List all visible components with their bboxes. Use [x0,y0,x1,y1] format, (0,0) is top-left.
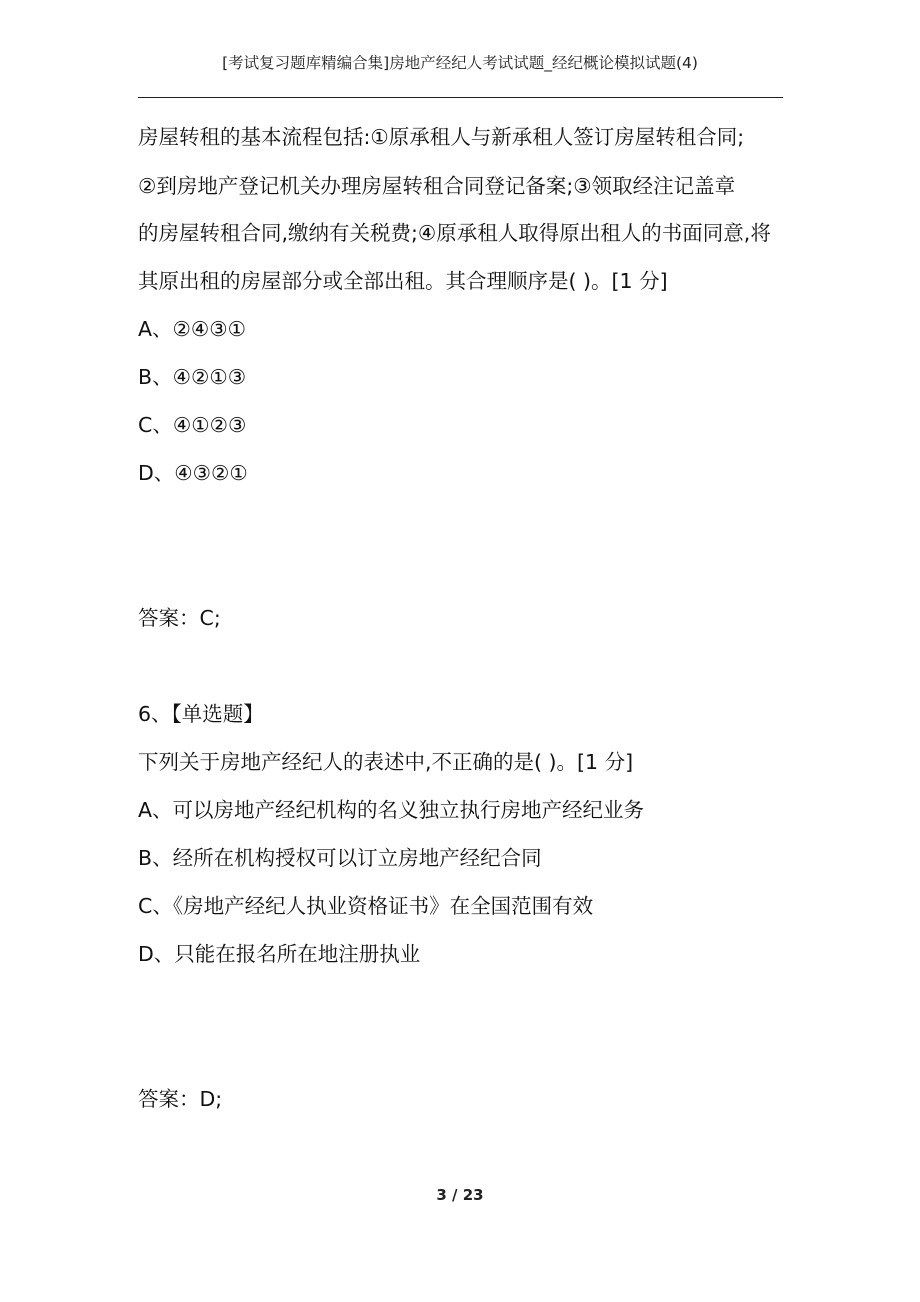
page-number: 3 / 23 [436,1186,484,1204]
question5-option-d: D、④③②① [138,461,248,485]
question5-stem-line-4: 其原出租的房屋部分或全部出租。其合理顺序是( )。[1 分] [138,269,668,293]
question6-stem: 下列关于房地产经纪人的表述中,不正确的是( )。[1 分] [138,750,634,774]
question5-option-a: A、②④③① [138,317,247,341]
question6-option-a: A、可以房地产经纪机构的名义独立执行房地产经纪业务 [138,798,645,822]
header-divider [138,97,783,98]
question5-stem-line-2: ②到房地产登记机关办理房屋转租合同登记备案;③领取经注记盖章 [138,174,736,198]
question6-option-d: D、只能在报名所在地注册执业 [138,942,421,966]
question5-stem-line-1: 房屋转租的基本流程包括:①原承租人与新承租人签订房屋转租合同; [138,125,745,149]
question5-option-c: C、④①②③ [138,413,247,437]
page-header-title: [考试复习题库精编合集]房地产经纪人考试试题_经纪概论模拟试题(4) [222,54,698,72]
question6-option-b: B、经所在机构授权可以订立房地产经纪合同 [138,846,542,870]
question5-stem-line-3: 的房屋转租合同,缴纳有关税费;④原承租人取得原出租人的书面同意,将 [138,221,771,245]
question5-answer: 答案：C; [138,606,221,630]
question6-answer: 答案：D; [138,1087,223,1111]
question6-heading: 6、【单选题】 [138,702,264,726]
question5-option-b: B、④②①③ [138,365,247,389]
question6-option-c: C、《房地产经纪人执业资格证书》在全国范围有效 [138,894,594,918]
